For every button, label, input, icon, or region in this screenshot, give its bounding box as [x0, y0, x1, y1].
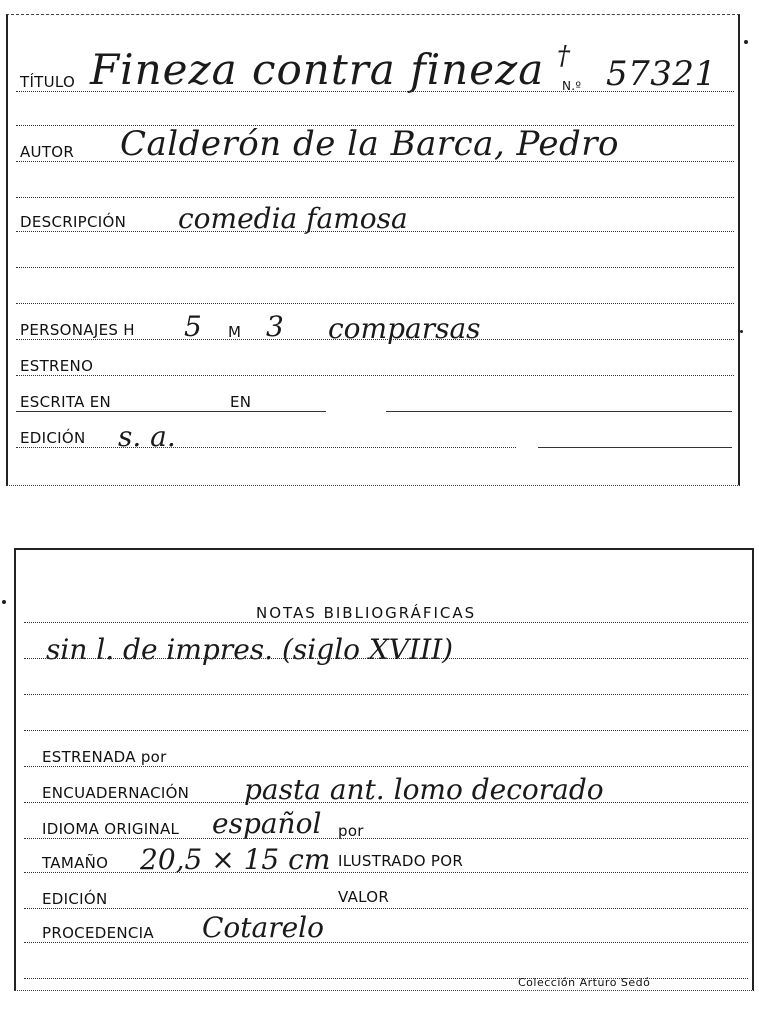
escrita-rule-left	[16, 411, 326, 412]
escrita-rule-right	[386, 411, 732, 412]
descripcion-rule	[16, 231, 734, 232]
autor-rule	[16, 161, 734, 162]
escrita-en-label: ESCRITA EN	[20, 393, 112, 411]
catalog-card-back	[14, 548, 754, 991]
edicion-valor-rule	[24, 908, 748, 909]
procedencia-label: PROCEDENCIA	[42, 924, 154, 942]
descripcion-label: DESCRIPCIÓN	[20, 213, 127, 231]
back-rule-2	[24, 658, 748, 659]
idioma-label: IDIOMA ORIGINAL	[42, 820, 180, 838]
speck	[2, 600, 6, 604]
notas-value: sin l. de impres. (siglo XVIII)	[46, 633, 454, 666]
speck	[740, 330, 743, 333]
numero-label: N.º	[562, 79, 582, 93]
encuadernacion-rule	[24, 802, 748, 803]
coleccion-label: Colección Arturo Sedó	[518, 976, 651, 989]
tamano-label: TAMAÑO	[42, 854, 109, 872]
idioma-rule	[24, 838, 748, 839]
edicion-label: EDICIÓN	[20, 429, 86, 447]
autor-value: Calderón de la Barca, Pedro	[120, 124, 620, 164]
estreno-label: ESTRENO	[20, 357, 94, 375]
back-rule-4	[24, 730, 748, 731]
en-label: EN	[230, 393, 252, 411]
edicion-value: s. a.	[118, 420, 176, 453]
personajes-extra: comparsas	[328, 312, 481, 345]
back-rule-1	[24, 622, 748, 623]
dagger-mark: †	[557, 41, 570, 71]
numero-value: 57321	[606, 54, 717, 94]
tamano-value: 20,5 × 15 cm	[140, 843, 331, 876]
valor-label: VALOR	[338, 888, 390, 906]
back-rule-3	[24, 694, 748, 695]
estrenada-rule	[24, 766, 748, 767]
rule-2	[16, 125, 734, 126]
personajes-rule	[16, 339, 734, 340]
rule-7	[16, 303, 734, 304]
tamano-rule	[24, 872, 748, 873]
edicion-rule-right	[538, 447, 732, 448]
back-edicion-label: EDICIÓN	[42, 890, 108, 908]
personajes-label: PERSONAJES H	[20, 321, 135, 339]
titulo-rule	[16, 91, 734, 92]
notas-heading: NOTAS BIBLIOGRÁFICAS	[256, 604, 477, 622]
estreno-rule	[16, 375, 734, 376]
procedencia-rule	[24, 942, 748, 943]
edicion-rule-left	[16, 447, 516, 448]
titulo-label: TÍTULO	[20, 73, 76, 91]
idioma-por-label: por	[338, 822, 364, 840]
autor-label: AUTOR	[20, 143, 75, 161]
titulo-value: Fineza contra fineza	[90, 45, 545, 94]
catalog-card-front	[6, 14, 740, 486]
rule-6	[16, 267, 734, 268]
speck	[744, 40, 748, 44]
descripcion-value: comedia famosa	[178, 202, 408, 235]
idioma-value: español	[212, 807, 322, 840]
estrenada-label: ESTRENADA por	[42, 748, 167, 766]
personajes-h-value: 5	[184, 310, 202, 343]
ilustrado-label: ILUSTRADO POR	[338, 852, 464, 870]
personajes-m-value: 3	[266, 310, 284, 343]
personajes-m-label: M	[228, 323, 242, 341]
encuadernacion-value: pasta ant. lomo decorado	[244, 773, 604, 806]
encuadernacion-label: ENCUADERNACIÓN	[42, 784, 190, 802]
rule-4	[16, 197, 734, 198]
procedencia-value: Cotarelo	[202, 911, 324, 944]
